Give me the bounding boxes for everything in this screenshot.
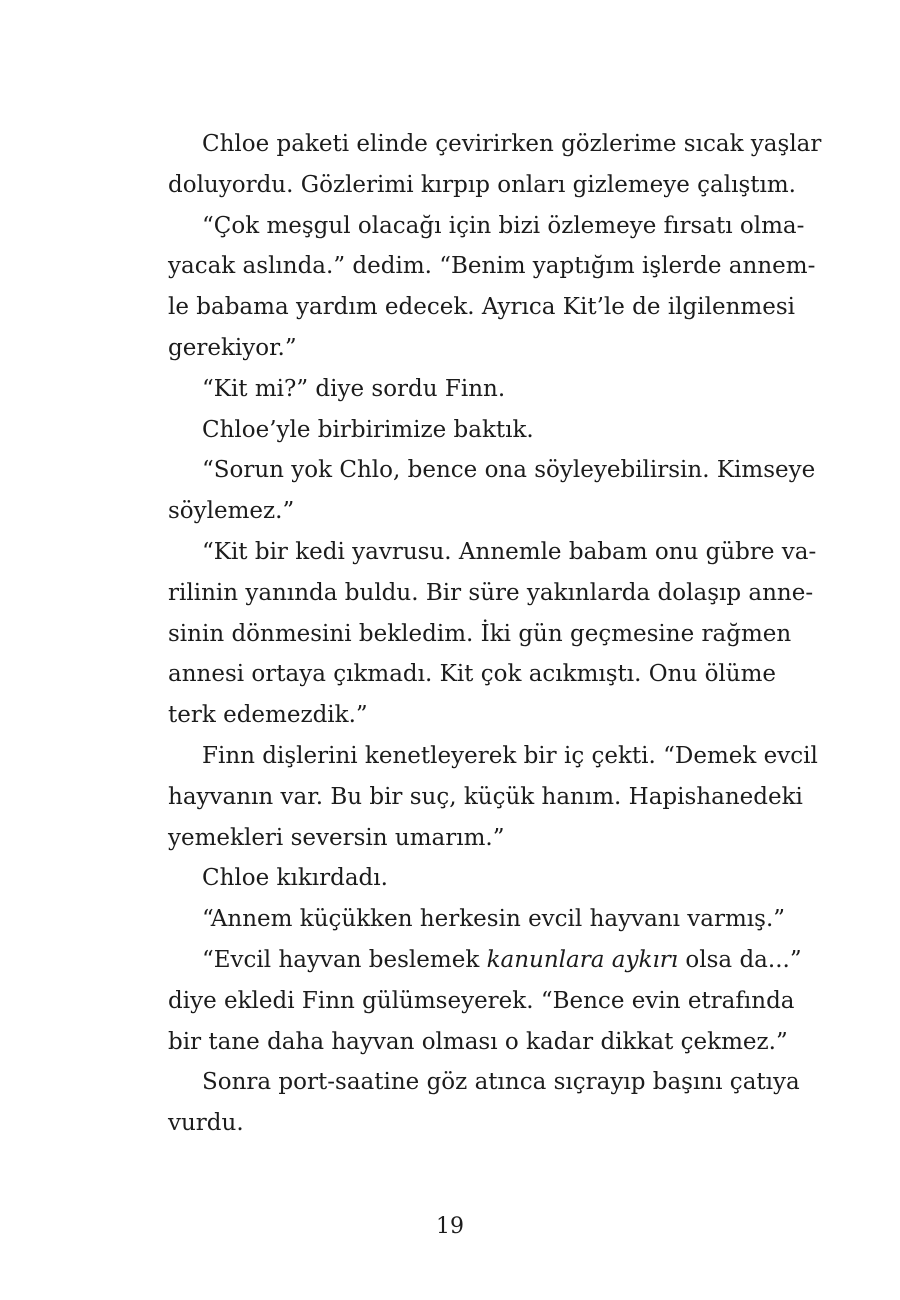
paragraph-7 — [168, 736, 818, 858]
body-text — [168, 124, 822, 1144]
text-line: sinin dönmesini bekledim. İki gün geçmesine rağmen — [168, 620, 792, 647]
paragraph-8 — [168, 858, 748, 899]
italic-emphasis: kanunlara aykırı — [486, 946, 679, 973]
text-line: diye ekledi Finn gülümseyerek. “Bence evin etrafında — [168, 987, 795, 1014]
text-line: “Annem küçükken herkesin evcil hayvanı varmış.” — [202, 906, 786, 933]
text-line: terk edemezdik.” — [168, 702, 368, 729]
text-line-mixed — [168, 940, 802, 981]
text-line: “Çok meşgul olacağı için bizi özlemeye fırsatı olma- — [202, 212, 805, 239]
text-line: “Kit mi?” diye sordu Finn. — [202, 375, 506, 402]
paragraph-11 — [168, 1062, 800, 1144]
text-line: yemekleri seversin umarım.” — [168, 824, 505, 851]
text-line: Finn dişlerini kenetleyerek bir iç çekti. “Demek evcil — [202, 742, 818, 769]
paragraph-10 — [168, 940, 802, 1062]
text-line: doluyordu. Gözlerimi kırpıp onları gizlemeye çalıştım. — [168, 171, 796, 198]
text-line: yacak aslında.” dedim. “Benim yaptığım işlerde annem- — [168, 253, 816, 280]
page-number: 19 — [436, 1214, 464, 1239]
paragraph-4 — [168, 410, 748, 451]
paragraph-6 — [168, 532, 817, 736]
text-line: vurdu. — [168, 1110, 244, 1137]
text-line: “Kit bir kedi yavrusu. Annemle babam onu gübre va- — [202, 538, 817, 565]
text-segment: “Evcil hayvan beslemek — [202, 946, 487, 973]
text-line: annesi ortaya çıkmadı. Kit çok acıkmıştı. Onu ölüme — [168, 661, 777, 688]
text-segment: olsa da...” — [678, 946, 802, 973]
text-line: rilinin yanında buldu. Bir süre yakınlarda dolaşıp anne- — [168, 579, 814, 606]
text-line: Chloe kıkırdadı. — [202, 865, 388, 892]
paragraph-3 — [168, 369, 748, 410]
text-line: Chloe’yle birbirimize baktık. — [202, 416, 534, 443]
text-line: gerekiyor.” — [168, 334, 297, 361]
text-line: hayvanın var. Bu bir suç, küçük hanım. Hapishanedeki — [168, 783, 803, 810]
text-line: söylemez.” — [168, 498, 295, 525]
text-line: “Sorun yok Chlo, bence ona söyleyebilirsin. Kimseye — [202, 457, 816, 484]
paragraph-9 — [168, 899, 786, 940]
text-line: le babama yardım edecek. Ayrıca Kit’le de ilgilenmesi — [168, 294, 795, 321]
text-line: Sonra port-saatine göz atınca sıçrayıp başını çatıya — [202, 1069, 800, 1096]
paragraph-1 — [168, 124, 822, 206]
text-line: Chloe paketi elinde çevirirken gözlerime sıcak yaşlar — [202, 131, 822, 157]
paragraph-5 — [168, 450, 816, 532]
paragraph-2 — [168, 206, 816, 369]
text-line: bir tane daha hayvan olması o kadar dikkat çekmez.” — [168, 1028, 788, 1055]
